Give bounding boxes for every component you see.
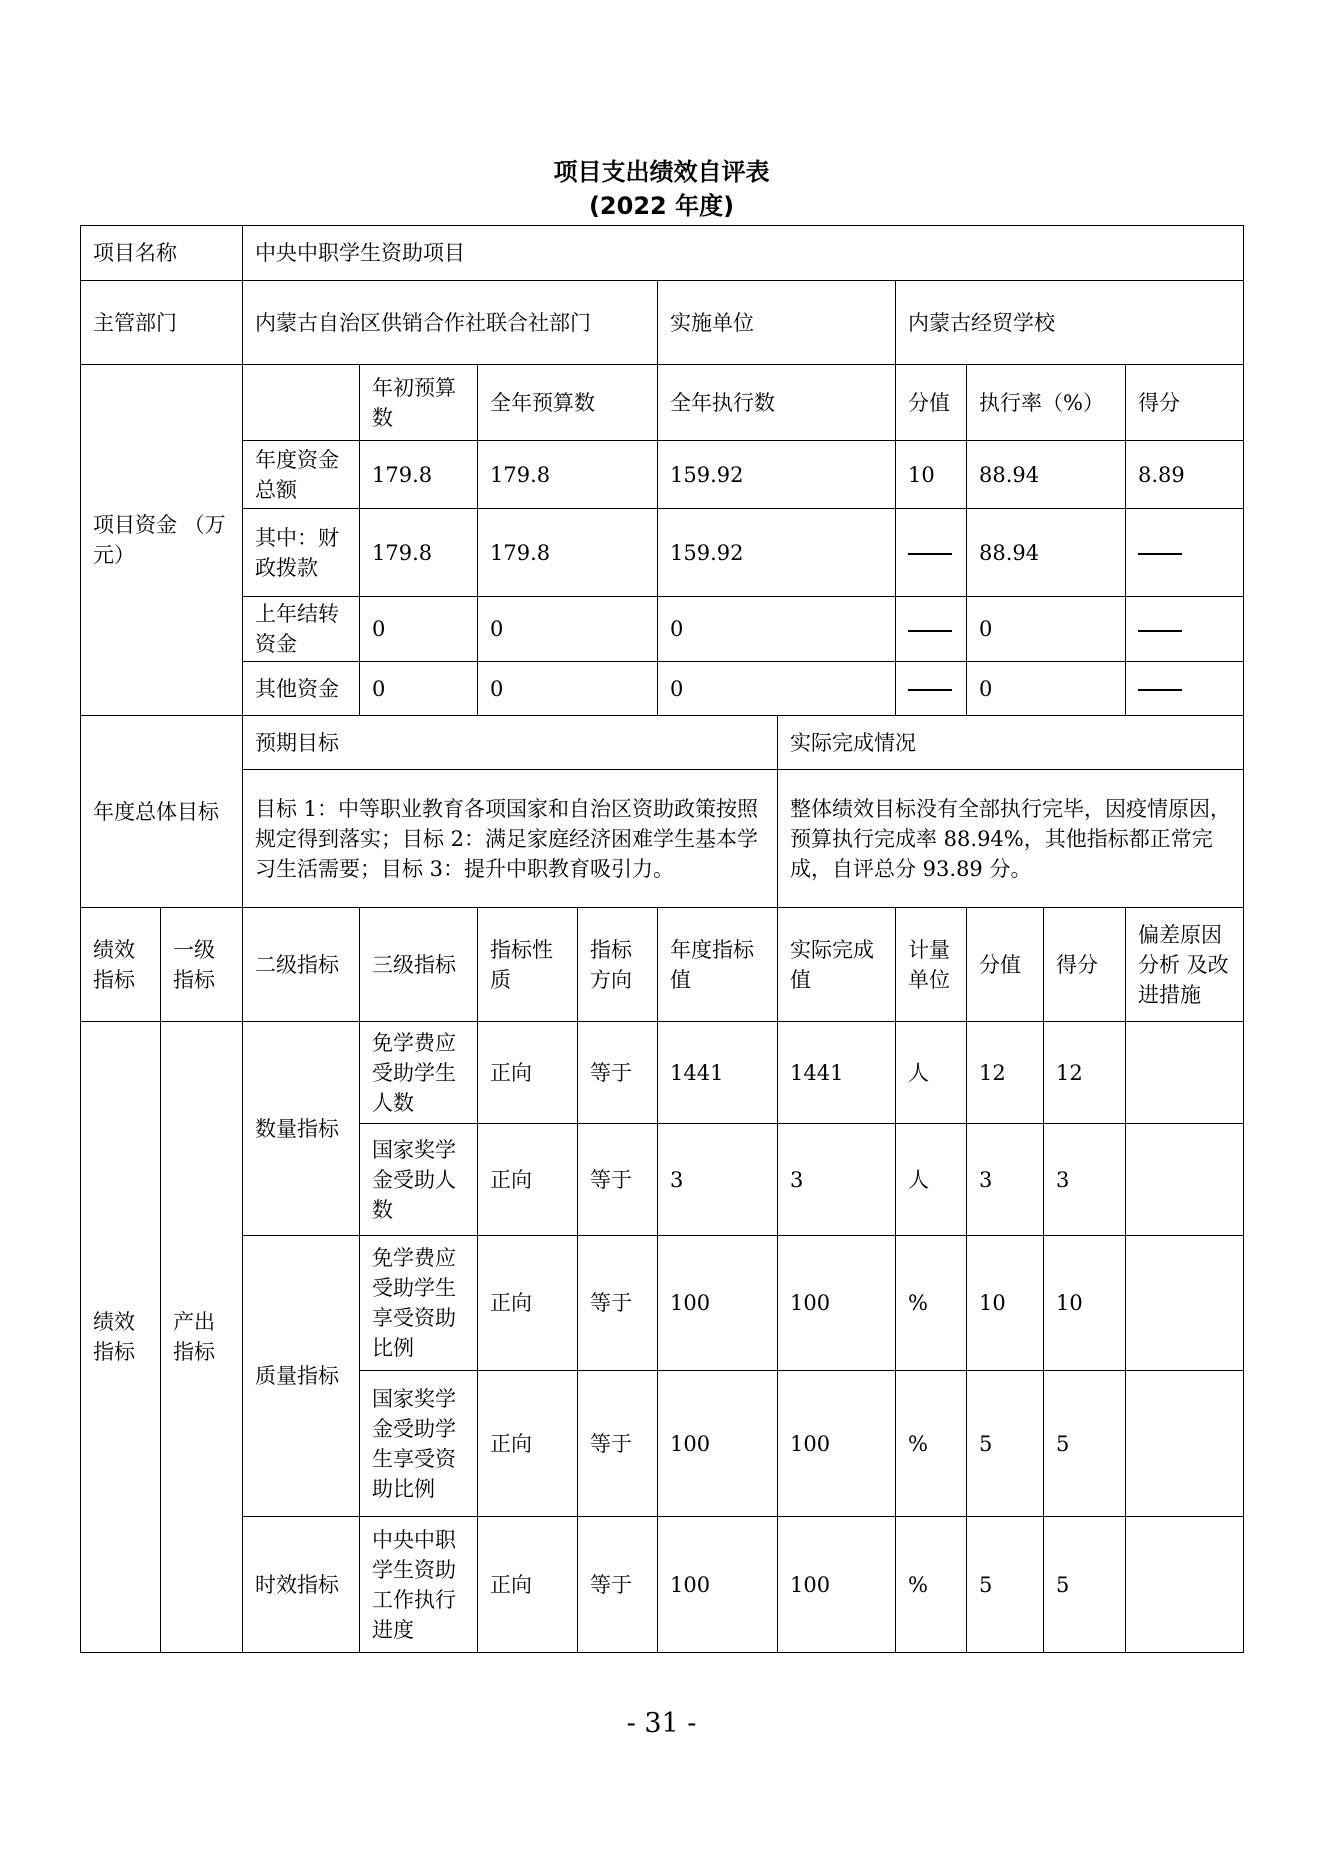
goals-actual-text: 整体绩效目标没有全部执行完毕，因疫情原因，预算执行完成率 88.94%，其他指标都正常完成，自评总分 93.89 分。 <box>778 770 1244 908</box>
funds-row-rate: 0 <box>967 597 1126 662</box>
funds-header-rate: 执行率（%） <box>967 365 1126 441</box>
funds-row-name: 上年结转资金 <box>243 597 360 662</box>
indicator-direction: 等于 <box>578 1124 658 1236</box>
indicator-nature: 正向 <box>478 1236 578 1371</box>
indicator-col-b: 产出指标 <box>161 1022 243 1653</box>
page-subtitle: (2022 年度) <box>588 192 735 220</box>
indicator-header: 分值 <box>967 908 1044 1022</box>
funds-row-exec: 159.92 <box>658 509 896 597</box>
indicator-score: 5 <box>1044 1371 1126 1517</box>
indicator-nature: 正向 <box>478 1517 578 1653</box>
project-name-label: 项目名称 <box>81 226 243 281</box>
indicator-remark <box>1126 1517 1244 1653</box>
funds-row-score-value-dash <box>896 509 967 597</box>
indicator-header: 指标性质 <box>478 908 578 1022</box>
funds-header-score: 得分 <box>1126 365 1244 441</box>
indicator-unit: % <box>896 1236 967 1371</box>
funds-row-initial: 0 <box>360 597 478 662</box>
indicator-score-value: 3 <box>967 1124 1044 1236</box>
indicator-nature: 正向 <box>478 1022 578 1124</box>
page-title: 项目支出绩效自评表 <box>553 158 770 186</box>
dash-mark <box>1138 553 1182 555</box>
indicator-unit: 人 <box>896 1124 967 1236</box>
indicator-target: 100 <box>658 1236 778 1371</box>
indicator-group-name: 质量指标 <box>243 1236 360 1517</box>
indicator-header: 偏差原因分析 及改进措施 <box>1126 908 1244 1022</box>
dash-mark <box>1138 630 1182 632</box>
indicator-row <box>81 1022 1244 1124</box>
indicator-score-value: 5 <box>967 1371 1044 1517</box>
indicator-target: 1441 <box>658 1022 778 1124</box>
indicator-nature: 正向 <box>478 1371 578 1517</box>
indicator-header: 指标方向 <box>578 908 658 1022</box>
indicator-actual: 3 <box>778 1124 896 1236</box>
indicator-group-name: 时效指标 <box>243 1517 360 1653</box>
indicator-score: 3 <box>1044 1124 1126 1236</box>
indicator-actual: 1441 <box>778 1022 896 1124</box>
funds-row-initial: 179.8 <box>360 441 478 509</box>
funds-row-initial: 0 <box>360 662 478 716</box>
project-name-value: 中央中职学生资助项目 <box>243 226 1244 281</box>
funds-row-rate: 88.94 <box>967 509 1126 597</box>
indicator-score: 12 <box>1044 1022 1126 1124</box>
funds-row-score-value: 10 <box>896 441 967 509</box>
funds-row-exec: 159.92 <box>658 441 896 509</box>
funds-header-blank <box>243 365 360 441</box>
page-number: - 31 - <box>626 1708 697 1739</box>
indicator-header: 计量单位 <box>896 908 967 1022</box>
indicator-unit: % <box>896 1371 967 1517</box>
funds-row-score-value-dash <box>896 597 967 662</box>
dash-mark <box>908 553 952 555</box>
goals-expected-text: 目标 1：中等职业教育各项国家和自治区资助政策按照规定得到落实；目标 2：满足家庭经济困难学生基本学习生活需要；目标 3：提升中职教育吸引力。 <box>243 770 778 908</box>
dash-mark <box>908 630 952 632</box>
funds-header-initial: 年初预算数 <box>360 365 478 441</box>
dept-value: 内蒙古自治区供销合作社联合社部门 <box>243 281 658 365</box>
indicator-name: 国家奖学金受助学生享受资助比例 <box>360 1371 478 1517</box>
funds-row-rate: 88.94 <box>967 441 1126 509</box>
funds-row-score-dash <box>1126 662 1244 716</box>
funds-row-rate: 0 <box>967 662 1126 716</box>
indicator-score-value: 12 <box>967 1022 1044 1124</box>
indicator-remark <box>1126 1371 1244 1517</box>
indicator-header: 得分 <box>1044 908 1126 1022</box>
indicator-remark <box>1126 1124 1244 1236</box>
goals-expected-label: 预期目标 <box>243 716 778 770</box>
indicator-col-a: 绩效指标 <box>81 1022 161 1653</box>
funds-row <box>81 597 1244 662</box>
indicator-score: 10 <box>1044 1236 1126 1371</box>
dept-label: 主管部门 <box>81 281 243 365</box>
funds-row-score-dash <box>1126 597 1244 662</box>
funds-header-exec: 全年执行数 <box>658 365 896 441</box>
indicator-target: 3 <box>658 1124 778 1236</box>
indicator-remark <box>1126 1236 1244 1371</box>
indicator-score-value: 10 <box>967 1236 1044 1371</box>
indicator-unit: % <box>896 1517 967 1653</box>
funds-row-exec: 0 <box>658 597 896 662</box>
indicator-direction: 等于 <box>578 1236 658 1371</box>
indicator-header: 实际完成值 <box>778 908 896 1022</box>
funds-row-full: 0 <box>478 597 658 662</box>
indicator-direction: 等于 <box>578 1517 658 1653</box>
funds-row <box>81 441 1244 509</box>
funds-row-name: 年度资金总额 <box>243 441 360 509</box>
indicator-header: 三级指标 <box>360 908 478 1022</box>
indicator-target: 100 <box>658 1371 778 1517</box>
funds-row-score-value-dash <box>896 662 967 716</box>
indicator-name: 免学费应受助学生人数 <box>360 1022 478 1124</box>
funds-row-full: 0 <box>478 662 658 716</box>
indicator-actual: 100 <box>778 1517 896 1653</box>
indicator-actual: 100 <box>778 1371 896 1517</box>
funds-header-score-value: 分值 <box>896 365 967 441</box>
indicator-remark <box>1126 1022 1244 1124</box>
indicator-header: 一级指标 <box>161 908 243 1022</box>
funds-row-exec: 0 <box>658 662 896 716</box>
indicator-direction: 等于 <box>578 1022 658 1124</box>
dash-mark <box>908 689 952 691</box>
indicator-row <box>81 1517 1244 1653</box>
indicator-score-value: 5 <box>967 1517 1044 1653</box>
funds-header-full: 全年预算数 <box>478 365 658 441</box>
indicator-header-row <box>81 908 1244 1022</box>
impl-unit-label: 实施单位 <box>658 281 896 365</box>
indicator-header: 二级指标 <box>243 908 360 1022</box>
performance-table <box>80 225 1244 1653</box>
funds-row <box>81 662 1244 716</box>
indicator-name: 中央中职学生资助工作执行进度 <box>360 1517 478 1653</box>
indicator-score: 5 <box>1044 1517 1126 1653</box>
funds-row-full: 179.8 <box>478 509 658 597</box>
funds-row <box>81 509 1244 597</box>
indicator-direction: 等于 <box>578 1371 658 1517</box>
goals-actual-label: 实际完成情况 <box>778 716 1244 770</box>
indicator-actual: 100 <box>778 1236 896 1371</box>
funds-row-full: 179.8 <box>478 441 658 509</box>
dash-mark <box>1138 689 1182 691</box>
indicator-name: 国家奖学金受助人数 <box>360 1124 478 1236</box>
indicator-name: 免学费应受助学生享受资助比例 <box>360 1236 478 1371</box>
funds-row-score: 8.89 <box>1126 441 1244 509</box>
funds-row-initial: 179.8 <box>360 509 478 597</box>
indicator-nature: 正向 <box>478 1124 578 1236</box>
indicator-unit: 人 <box>896 1022 967 1124</box>
indicator-header: 年度指标值 <box>658 908 778 1022</box>
funds-row-name: 其中：财政拨款 <box>243 509 360 597</box>
funds-row-name: 其他资金 <box>243 662 360 716</box>
indicator-row <box>81 1236 1244 1371</box>
indicator-header: 绩效指标 <box>81 908 161 1022</box>
indicator-target: 100 <box>658 1517 778 1653</box>
funds-row-score-dash <box>1126 509 1244 597</box>
indicator-group-name: 数量指标 <box>243 1022 360 1236</box>
funds-label: 项目资金 （万元） <box>81 365 243 716</box>
impl-unit-value: 内蒙古经贸学校 <box>896 281 1244 365</box>
goals-label: 年度总体目标 <box>81 716 243 908</box>
